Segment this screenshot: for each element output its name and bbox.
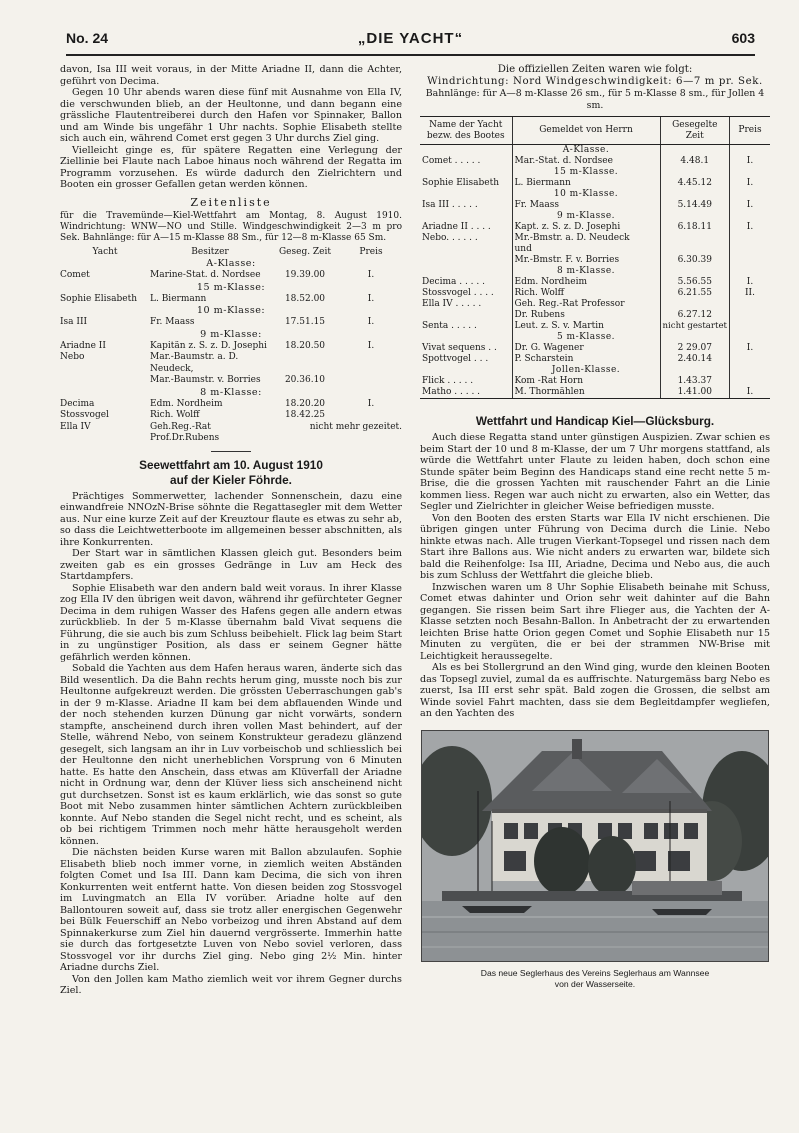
table-cell (340, 410, 402, 422)
column-header: Gesegelte Zeit (660, 117, 730, 145)
table-cell: 2.40.14 (660, 354, 730, 365)
table-row (420, 387, 770, 399)
table-cell: Fr. Maass (150, 317, 195, 327)
class-row (60, 329, 402, 341)
table-row (420, 255, 770, 266)
table-cell: Isa III . . . . . (422, 200, 478, 210)
table-cell (660, 233, 730, 244)
class-row (420, 266, 770, 277)
table-cell: und (512, 244, 660, 255)
table-cell (270, 352, 340, 375)
table-row (60, 375, 402, 387)
class-row (60, 305, 402, 317)
table-cell (660, 365, 730, 376)
official-times-table (420, 116, 770, 399)
table-cell: Kapitän z. S. z. D. Josephi (150, 340, 267, 351)
class-label: 8 m-Klasse. (512, 266, 660, 277)
table-cell: 20.36.10 (284, 375, 326, 385)
table-cell (340, 375, 402, 387)
table-row (420, 321, 770, 332)
table-cell: Ella IV (60, 421, 91, 432)
table-cell (730, 244, 771, 255)
table-cell: I. (730, 222, 771, 233)
table-cell (420, 255, 512, 266)
class-label: Jollen-Klasse. (512, 365, 660, 376)
table-cell (660, 332, 730, 343)
table-cell (730, 233, 771, 244)
column-header: Name der Yacht bezw. des Bootes (420, 117, 512, 145)
section-title (60, 458, 402, 488)
right-column (420, 64, 770, 1114)
table-cell: Matho . . . . . (420, 387, 512, 399)
clubhouse-photo (421, 730, 769, 962)
table-cell: Isa III (60, 317, 88, 327)
table-cell: Sophie Elisabeth (422, 178, 500, 188)
section-title: Wettfahrt und Handicap Kiel—Glücksburg. (475, 414, 715, 428)
table-cell: I. (367, 293, 375, 304)
table-cell: Mar.-Stat. d. Nordsee (512, 156, 660, 167)
zeitenliste-title: Zeitenliste (190, 195, 272, 209)
table-cell: Rich. Wolff (512, 288, 660, 299)
table-cell: 5.56.55 (660, 277, 730, 288)
table-cell: Senta . . . . . (422, 321, 477, 331)
table-row (60, 294, 402, 306)
table-cell: Comet (60, 270, 90, 280)
table-cell: Geh.Reg.-Rat Prof.Dr.Rubens (150, 421, 220, 443)
intro-paragraph: davon, Isa III weit voraus, in der Mitte Ariadne II, dann die Achter, geführt von Decima. (60, 64, 402, 87)
table-cell (660, 167, 730, 178)
table-row (420, 343, 770, 354)
table-row (60, 399, 402, 411)
intro-paragraph: Gegen 10 Uhr abends waren diese fünf mit Ausnahme von Ella IV, die verschwunden blieb, an der Heultonne, und dann begann eine grässliche Flautentreiberei durch den Hafen vor Spinnaker, Ballon und am Winde bis ungefähr 1 Uhr nachts. Sophie Elisabeth stellte sich auch ein, während Comet erst gegen 3 Uhr durchs Ziel ging. (60, 87, 402, 144)
table-row (420, 376, 770, 387)
table-row (60, 341, 402, 353)
wind-info: Windrichtung: Nord Windgeschwindigkeit: 6—7 m pr. Sek. (427, 76, 763, 87)
left-column (60, 64, 402, 1094)
table-row (420, 200, 770, 211)
table-cell: Kapt. z. S. z. D. Josephi (512, 222, 660, 233)
table-cell: 18.20.50 (284, 340, 326, 351)
table-cell: Stossvogel (60, 410, 109, 420)
table-cell: 6.21.55 (660, 288, 730, 299)
body-paragraph: Inzwischen waren um 8 Uhr Sophie Elisabeth beinahe mit Schuss, Comet etwas dahinter und Orion sehr weit dahinter auf die Bahn gegangen. Sie rissen beim Sart ihre Flieger aus, die Yachten der A-Klasse setzten noch Besahn-Ballon. In Anbetracht der zu erwartenden leichten Brise hatte Orion gegen Comet und Sophie Elisabeth nur 15 Minuten zu vergüten, die er bei der strammen NW-Brise mit Leichtigkeit heraussegelte. (420, 581, 770, 662)
table-cell (730, 299, 771, 310)
table-cell: 5.14.49 (660, 200, 730, 211)
table-cell: I. (730, 156, 771, 167)
table-cell: I. (730, 277, 771, 288)
table-cell: Marine-Stat. d. Nordsee (150, 270, 261, 280)
table-cell: 2 29.07 (660, 343, 730, 354)
class-label: 9 m-Klasse: (200, 328, 262, 340)
table-cell (420, 244, 512, 255)
table-cell: Fr. Maass (512, 200, 660, 211)
table-cell: Leut. z. S. v. Martin (512, 321, 660, 332)
divider (211, 451, 251, 452)
table-cell: I. (367, 317, 375, 327)
table-cell: Vivat sequens . . (422, 343, 497, 353)
table-cell: I. (730, 178, 771, 189)
table-cell: 6.18.11 (660, 222, 730, 233)
table-cell: Mr.-Bmstr. F. v. Borries (512, 255, 660, 266)
table-cell: Comet . . . . . (422, 156, 481, 166)
table-cell (730, 365, 771, 376)
class-label: 15 m-Klasse: (196, 281, 266, 293)
class-row (420, 167, 770, 178)
table-cell (730, 255, 771, 266)
table-cell (420, 310, 512, 321)
table-cell: Edm. Nordheim (150, 398, 223, 409)
table-cell: 18.42.25 (284, 410, 326, 420)
table-row (420, 310, 770, 321)
class-row (420, 189, 770, 200)
caption-line: von der Wasserseite. (554, 978, 636, 989)
zeitenliste-table (60, 247, 402, 445)
table-cell: 1.41.00 (660, 387, 730, 399)
table-cell: Flick . . . . . (422, 376, 474, 386)
table-cell (420, 167, 512, 178)
class-row (60, 282, 402, 294)
table-cell: L. Biermann (150, 293, 207, 304)
table-cell: Ariadne II (60, 340, 106, 351)
class-row (60, 387, 402, 399)
table-cell (730, 266, 771, 277)
class-label: 9 m-Klasse. (512, 211, 660, 222)
table-cell (730, 321, 771, 332)
body-paragraph: Sobald die Yachten aus dem Hafen heraus waren, änderte sich das Bild wesentlich. Da die Bahn rechts herum ging, musste noch bis zur Heultonne aufgekreuzt werden. Die grössten Ueberraschungen gab's in der 9 m-Klasse. Ariadne II kam bei dem abflauenden Winde und der noch stehenden kurzen Dünung gar nicht vorwärts, sondern stampfte, anscheinend durch ihren vollen Mast behindert, auf der Stelle, während Nebo, von seinem Konstrukteur geradezu glänzend gesegelt, sich langsam an ihr in Luv vorbeischob und schliesslich bei der Heultonne den nicht unerheblichen Vorsprung von 6 Minuten hatte. Es hatte den Anschein, dass etwas am Klüverfall der Ariadne nicht in Ordnung war, denn der Klüver liess sich anscheinend nicht gut durchsetzen. Sonst ist es kaum erklärlich, wie das sonst so gute Boot mit Nebo zusammen hinter sämtlichen Achtern zurückbleiben konnte. Auf Nebo standen die Segel nicht recht, und es scheint, als ob bei richtigem Trimmen noch mehr hätte herausgeholt werden können. (60, 663, 402, 847)
page-number: 603 (731, 30, 755, 46)
table-cell: Dr. G. Wagener (512, 343, 660, 354)
table-cell: 4.48.1 (660, 156, 730, 167)
page-header (66, 30, 755, 56)
table-cell: 6.30.39 (660, 255, 730, 266)
section-title-line: Seewettfahrt am 10. August 1910 (139, 457, 323, 472)
body-paragraph: Von den Jollen kam Matho ziemlich weit vor ihrem Gegner durchs Ziel. (60, 973, 402, 996)
table-row (60, 422, 402, 445)
table-cell: Spottvogel . . . (422, 354, 489, 364)
official-times-title: Die offiziellen Zeiten waren wie folgt: (497, 64, 693, 75)
table-cell: Decima . . . . . (422, 277, 485, 287)
table-cell: I. (367, 398, 375, 409)
table-cell: 6.27.12 (660, 310, 730, 321)
table-cell (730, 189, 771, 200)
table-cell: Ariadne II . . . . (422, 222, 491, 232)
table-cell (60, 375, 150, 387)
table-cell: Rich. Wolff (150, 410, 200, 420)
table-row (420, 354, 770, 365)
table-cell: Mar.-Baumstr. a. D. Neudeck, (150, 352, 239, 374)
table-cell (660, 211, 730, 222)
body-paragraph: Sophie Elisabeth war den andern bald weit voraus. In ihrer Klasse zog Ella IV den übrigen weit davon, während ihr gefürchteter Gegner Decima in dem ruhigen Wasser des Hafens gegen alle andern etwas zurückblieb. In der 5 m-Klasse übernahm bald Vivat sequens die Führung, die sie auch bis zum Schluss beibehielt. Flick lag beim Start in zu ungünstiger Position, als dass er seinem Gegner hätte gefährlich werden können. (60, 582, 402, 663)
table-cell (730, 376, 771, 387)
table-cell (730, 354, 771, 365)
table-cell (660, 299, 730, 310)
journal-title: „DIE YACHT“ (357, 30, 464, 47)
column-header: Besitzer (191, 246, 229, 257)
table-row (60, 317, 402, 329)
caption-line: Das neue Seglerhaus des Vereins Seglerhaus am Wannsee (480, 967, 710, 978)
table-cell: Nebo. . . . . . (422, 233, 478, 243)
table-cell: nicht mehr gezeitet. (309, 421, 402, 432)
class-label: A-Klasse: (206, 258, 256, 269)
class-label: A-Klasse. (512, 145, 660, 157)
clubhouse-illustration (422, 731, 769, 962)
column-header: Preis (359, 246, 383, 257)
table-row (420, 277, 770, 288)
table-cell: 19.39.00 (284, 270, 326, 280)
table-cell (420, 332, 512, 343)
table-cell (420, 145, 512, 157)
class-row (420, 211, 770, 222)
table-cell: L. Biermann (512, 178, 660, 189)
table-cell: I. (730, 343, 771, 354)
class-row (420, 365, 770, 376)
class-label: 5 m-Klasse. (512, 332, 660, 343)
column-header: Gemeldet von Herrn (512, 117, 660, 145)
table-cell (660, 189, 730, 200)
table-cell: I. (730, 200, 771, 211)
class-label: 8 m-Klasse: (200, 386, 262, 398)
table-cell: 4.45.12 (660, 178, 730, 189)
table-cell: Stossvogel . . . . (422, 288, 494, 298)
table-cell: 18.20.20 (284, 398, 326, 409)
section-subtitle: auf der Kieler Föhrde. (170, 472, 292, 487)
table-cell (730, 310, 771, 321)
course-length: Bahnlänge: für A—8 m-Klasse 26 sm., für 5 m-Klasse 8 sm., für Jollen 4 sm. (425, 88, 765, 111)
column-header: Yacht (92, 246, 118, 257)
table-cell: 1.43.37 (660, 376, 730, 387)
intro-paragraph: Vielleicht ginge es, für spätere Regatten eine Verlegung der Ziellinie bei Flaute nach Laboe hinaus noch während der Regatta im Programm vorzusehen. Es würde dadurch den Zielrichtern und Booten ein grosser Gefallen getan werden können. (60, 144, 402, 190)
table-cell: I. (367, 270, 375, 280)
table-cell: 18.52.00 (284, 293, 326, 304)
table-cell: M. Thormählen (512, 387, 660, 399)
class-row (60, 258, 402, 270)
table-row (420, 222, 770, 233)
table-cell: Decima (60, 398, 95, 409)
table-cell: Mr.-Bmstr. a. D. Neudeck (512, 233, 660, 244)
zeitenliste-description: für die Travemünde—Kiel-Wettfahrt am Montag, 8. August 1910. Windrichtung: WNW—NO und Stille. Windgeschwindigkeit 2—3 m pro Sek. Bahnlänge: für A—15 m-Klasse 88 Sm., für 12—8 m-Klasse 65 Sm. (60, 210, 402, 243)
table-cell: Sophie Elisabeth (60, 293, 138, 304)
table-row (60, 352, 402, 375)
table-row (420, 288, 770, 299)
table-row (420, 299, 770, 310)
class-label: 10 m-Klasse. (512, 189, 660, 200)
table-cell (660, 244, 730, 255)
body-paragraph: Der Start war in sämtlichen Klassen gleich gut. Besonders beim zweiten gab es ein grosses Gedränge in Luv am Heck des Startdampfers. (60, 548, 402, 582)
table-row (420, 178, 770, 189)
class-label: 15 m-Klasse. (512, 167, 660, 178)
table-header-row (60, 247, 402, 259)
table-cell: Mar.-Baumstr. v. Borries (150, 375, 261, 385)
table-cell (420, 211, 512, 222)
table-cell (660, 266, 730, 277)
table-cell (660, 145, 730, 157)
table-cell (730, 211, 771, 222)
table-cell (420, 365, 512, 376)
class-label: 10 m-Klasse: (196, 305, 266, 316)
table-cell: Edm. Nordheim (512, 277, 660, 288)
class-row (420, 145, 770, 157)
table-cell (730, 167, 771, 178)
table-cell (730, 145, 771, 157)
table-cell: nicht gestartet (660, 321, 730, 332)
table-row (420, 244, 770, 255)
column-header: Geseg. Zeit (278, 246, 332, 257)
table-header-row (420, 117, 770, 145)
table-cell (340, 352, 402, 375)
table-cell (420, 266, 512, 277)
table-cell: I. (367, 340, 375, 351)
body-paragraph: Prächtiges Sommerwetter, lachender Sonnenschein, dazu eine einwandfreie NNOzN-Brise söhnte die Regattasegler mit dem Wetter aus. Nur eine kurze Zeit auf der Kreuztour flaute es etwas zu sehr ab, so dass die Leichtwetterboote im allgemeinen besser abschnitten, als ihre Konkurrenten. (60, 490, 402, 548)
table-row (420, 233, 770, 244)
body-paragraph: Als es bei Stollergrund an den Wind ging, wurde den kleinen Booten das Topsegl zuviel, zumal da es auffrischte. Naturgemäss barg Nebo es zuerst, Isa III erst sehr spät. Bald zogen die Grossen, die selbst am Winde soviel Fahrt machten, dass sie dem Begleitdampfer wegliefen, an den Yachten des (420, 662, 770, 719)
table-cell: 17.51.15 (284, 317, 326, 327)
body-paragraph: Von den Booten des ersten Starts war Ella IV nicht erschienen. Die übrigen gingen unter Führung von Decima durch die Linie. Nebo hinkte etwas nach. Alle trugen Vierkant-Topsegel und rissen nach dem Start ihre Ballons aus. Wie nicht anders zu erwarten war, bildete sich bald die Reihenfolge: Isa III, Ariadne, Decima und Nebo aus, die auch bis zum Schluss der Wettfahrt die gleiche blieb. (420, 512, 770, 581)
table-row (60, 270, 402, 282)
table-cell: P. Scharstein (512, 354, 660, 365)
class-row (420, 332, 770, 343)
table-cell: Nebo (60, 352, 85, 362)
table-row (60, 410, 402, 422)
table-cell: I. (730, 387, 771, 399)
table-cell: Ella IV . . . . . (422, 299, 482, 309)
table-cell: Dr. Rubens (512, 310, 660, 321)
table-cell: Geh. Reg.-Rat Professor (512, 299, 660, 310)
body-paragraph: Auch diese Regatta stand unter günstigen Auspizien. Zwar schien es beim Start der 10 und 8 m-Klasse, der um 7 Uhr morgens stattfand, als würde die Wettfahrt unter Flaute zu leiden haben, doch schon eine Stunde später beim Beginn des Handicaps stand eine recht nette 5 m-Brise, die die grossen Yachten mit rauschender Fahrt an die Linie kommen liess. Regen war auch nicht zu erwarten, also ein Wetter, das Segler und Zielrichter in gleicher Weise befriedigen musste. (420, 432, 770, 512)
table-row (420, 156, 770, 167)
table-cell (730, 332, 771, 343)
column-header: Preis (730, 117, 771, 145)
photo-caption (420, 968, 770, 990)
table-cell: II. (730, 288, 771, 299)
issue-number: No. 24 (66, 30, 109, 46)
table-cell (420, 189, 512, 200)
table-cell: Kom -Rat Horn (512, 376, 660, 387)
body-paragraph: Die nächsten beiden Kurse waren mit Ballon abzulaufen. Sophie Elisabeth blieb noch immer vorne, in ziemlich weiten Abständen folgten Comet und Isa III. Dann kam Decima, die sich von ihren Konkurrenten weit entfernt hatte. Von diesen beiden zog Stossvogel im Luvingmatch an Ella IV vorüber. Ariadne holte auf den Ballontouren soweit auf, dass sie trotz aller energischen Gegenwehr bei Bülk Feuerschiff an Nebo vorbeizog und ihren Abstand auf dem Spinnakerkurse zum Ziel hin dauernd vergrösserte. Immerhin hatte sie durch das fortgesetzte Luven von Nebo soviel verloren, dass Stossvogel vor ihr durchs Ziel ging. Nebo ging 2½ Min. hinter Ariadne durchs Ziel. (60, 847, 402, 973)
